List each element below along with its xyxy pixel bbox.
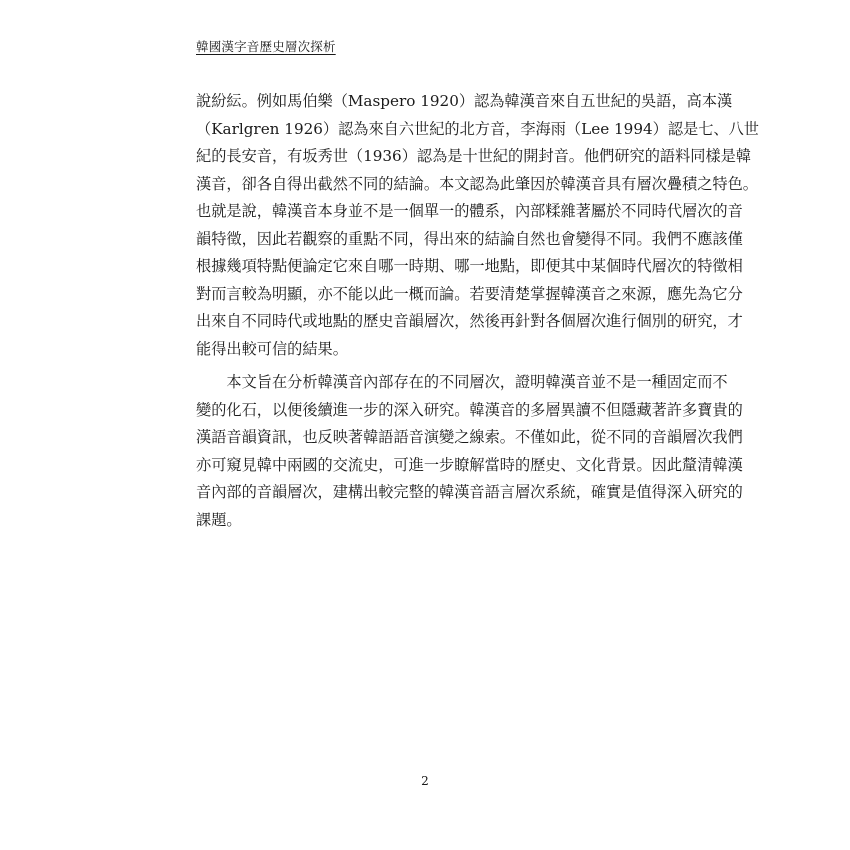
text-line: 對而言較為明顯，亦不能以此一概而論。若要清楚掌握韓漢音之來源，應先為它分 (196, 284, 743, 303)
text-line: 變的化石，以便後續進一步的深入研究。韓漢音的多層異讀不但隱藏著許多寶貴的 (196, 400, 743, 419)
running-header: 韓國漢字音歷史層次探析 (196, 39, 336, 54)
paragraph-1 (196, 88, 759, 363)
text-line: 漢語音韻資訊，也反映著韓語語音演變之線索。不僅如此，從不同的音韻層次我們 (196, 428, 743, 446)
paragraph-2 (196, 369, 743, 534)
text-line: 亦可窺見韓中兩國的交流史，可進一步瞭解當時的歷史、文化背景。因此釐清韓漢 (196, 455, 743, 474)
body-text (196, 88, 759, 534)
text-line: 說紛紜。例如馬伯樂（Maspero 1920）認為韓漢音來自五世紀的吳語，高本漢 (196, 92, 733, 110)
text-line: 紀的長安音，有坂秀世（1936）認為是十世紀的開封音。他們研究的語料同樣是韓 (196, 147, 752, 165)
text-line: 韻特徵，因此若觀察的重點不同，得出來的結論自然也會變得不同。我們不應該僅 (196, 229, 743, 248)
text-line: 根據幾項特點便論定它來自哪一時期、哪一地點，即便其中某個時代層次的特徵相 (196, 257, 743, 275)
text-line: 能得出較可信的結果。 (196, 339, 348, 358)
text-line: （Karlgren 1926）認為來自六世紀的北方音，李海雨（Lee 1994）認是七、八世 (196, 119, 759, 138)
text-line: 本文旨在分析韓漢音內部存在的不同層次，證明韓漢音並不是一種固定而不 (196, 373, 728, 391)
text-line: 課題。 (196, 510, 242, 529)
page-number: 2 (421, 774, 429, 788)
text-line: 出來自不同時代或地點的歷史音韻層次，然後再針對各個層次進行個別的研究，才 (196, 312, 743, 330)
text-line: 也就是說，韓漢音本身並不是一個單一的體系，內部糅雜著屬於不同時代層次的音 (196, 202, 743, 220)
text-line: 漢音，卻各自得出截然不同的結論。本文認為此肇因於韓漢音具有層次疊積之特色。 (196, 174, 758, 193)
text-line: 音內部的音韻層次，建構出較完整的韓漢音語言層次系統，確實是值得深入研究的 (196, 483, 743, 501)
